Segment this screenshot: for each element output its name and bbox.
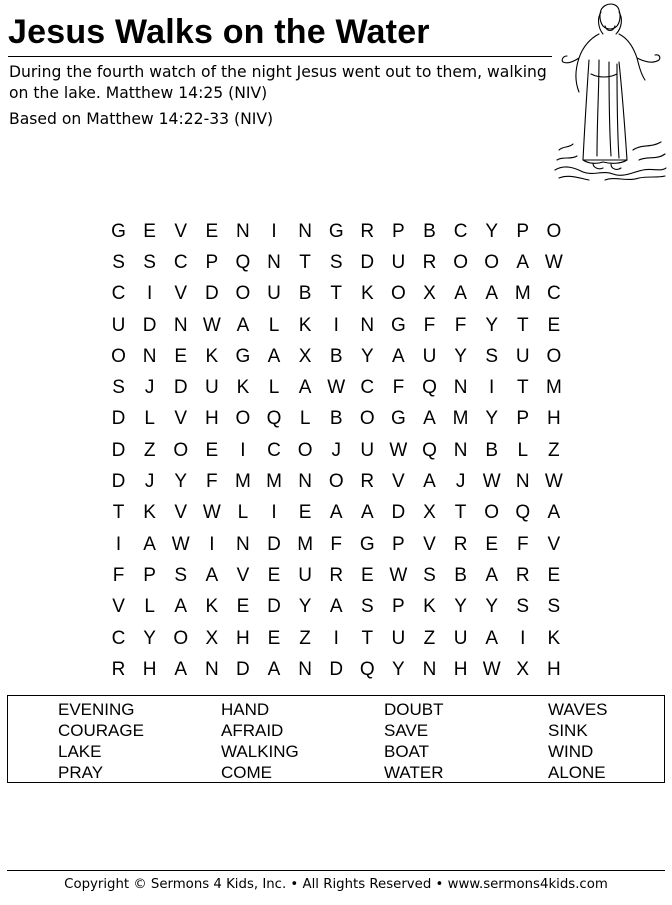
- word-list-item: WAVES: [548, 700, 608, 719]
- grid-letter: T: [361, 627, 374, 649]
- word-list-item: AFRAID: [221, 721, 284, 740]
- word-list-item: WATER: [384, 763, 444, 782]
- grid-row: [103, 592, 569, 623]
- grid-row: [103, 341, 569, 372]
- grid-letter: W: [202, 502, 221, 524]
- grid-letter: F: [206, 471, 218, 493]
- grid-row: [103, 247, 569, 278]
- grid-letter: L: [299, 408, 311, 430]
- grid-letter: C: [111, 283, 126, 305]
- grid-letter: S: [143, 251, 156, 273]
- grid-letter: Y: [485, 314, 499, 336]
- scripture-source: Based on Matthew 14:22-33 (NIV): [9, 110, 274, 128]
- footer-divider: [7, 870, 665, 871]
- grid-letter: S: [547, 596, 561, 618]
- grid-letter: A: [174, 658, 188, 680]
- grid-letter: B: [329, 345, 343, 367]
- grid-letter: X: [205, 627, 219, 649]
- grid-letter: F: [454, 314, 467, 336]
- grid-letter: C: [173, 251, 188, 273]
- grid-letter: A: [236, 314, 250, 336]
- grid-letter: U: [391, 251, 406, 273]
- grid-letter: V: [174, 220, 188, 242]
- grid-letter: N: [267, 251, 281, 273]
- grid-row: [103, 623, 569, 654]
- grid-letter: P: [392, 220, 405, 242]
- grid-letter: P: [392, 596, 405, 618]
- grid-letter: D: [142, 314, 157, 336]
- grid-letter: O: [484, 502, 500, 524]
- grid-letter: G: [391, 314, 406, 336]
- grid-letter: K: [205, 345, 219, 367]
- grid-letter: W: [327, 377, 346, 399]
- word-list-item: HAND: [221, 700, 270, 719]
- grid-letter: O: [484, 251, 500, 273]
- grid-letter: I: [271, 502, 277, 524]
- grid-letter: W: [544, 251, 563, 273]
- grid-letter: E: [205, 439, 219, 461]
- grid-row: [103, 310, 569, 341]
- grid-letter: E: [267, 564, 281, 586]
- grid-letter: J: [144, 471, 155, 493]
- grid-letter: Y: [143, 627, 156, 649]
- grid-letter: T: [516, 377, 529, 399]
- grid-letter: Y: [454, 596, 467, 618]
- grid-letter: G: [391, 408, 406, 430]
- grid-letter: N: [298, 658, 312, 680]
- grid-letter: Q: [266, 408, 282, 430]
- verse-text: During the fourth watch of the night Jesus went out to them, walking on the lake. Matthew 14:25 (NIV): [9, 63, 547, 102]
- grid-letter: S: [516, 596, 530, 618]
- grid-letter: A: [485, 283, 499, 305]
- grid-letter: E: [547, 314, 561, 336]
- grid-letter: B: [485, 439, 499, 461]
- word-list-item: WIND: [548, 742, 594, 761]
- grid-letter: V: [236, 564, 250, 586]
- grid-letter: K: [360, 283, 374, 305]
- grid-letter: P: [516, 220, 530, 242]
- grid-letter: V: [112, 596, 125, 618]
- grid-letter: J: [455, 471, 466, 493]
- grid-letter: W: [389, 439, 408, 461]
- grid-letter: Y: [360, 345, 374, 367]
- grid-row: [103, 435, 569, 466]
- grid-letter: O: [453, 251, 468, 273]
- grid-row: [103, 466, 569, 497]
- grid-letter: N: [453, 439, 468, 461]
- grid-letter: H: [546, 408, 561, 430]
- grid-letter: E: [547, 564, 561, 586]
- grid-letter: K: [298, 314, 312, 336]
- grid-letter: Y: [298, 596, 312, 618]
- grid-letter: U: [111, 314, 126, 336]
- grid-letter: O: [328, 471, 344, 493]
- grid-letter: P: [205, 251, 219, 273]
- grid-letter: R: [360, 471, 375, 493]
- grid-letter: K: [143, 502, 156, 524]
- grid-letter: E: [298, 502, 312, 524]
- grid-letter: L: [268, 377, 280, 399]
- grid-letter: F: [423, 314, 436, 336]
- grid-letter: U: [453, 627, 468, 649]
- grid-letter: K: [236, 377, 250, 399]
- grid-letter: K: [423, 596, 436, 618]
- word-list-item: COURAGE: [58, 721, 144, 740]
- grid-letter: S: [329, 251, 343, 273]
- grid-letter: O: [111, 345, 126, 367]
- grid-row: [103, 654, 569, 685]
- grid-letter: A: [360, 502, 374, 524]
- grid-letter: A: [423, 471, 436, 493]
- grid-letter: J: [331, 439, 341, 461]
- grid-letter: A: [298, 377, 312, 399]
- grid-letter: I: [147, 283, 153, 305]
- grid-letter: A: [143, 533, 156, 555]
- grid-letter: Z: [143, 439, 156, 461]
- grid-row: [103, 529, 569, 560]
- grid-letter: A: [267, 658, 281, 680]
- grid-row: [103, 216, 569, 247]
- grid-letter: M: [452, 408, 469, 430]
- grid-letter: F: [516, 533, 529, 555]
- word-list-item: WALKING: [221, 742, 299, 761]
- grid-letter: X: [516, 658, 530, 680]
- grid-letter: Z: [423, 627, 436, 649]
- grid-letter: V: [392, 471, 405, 493]
- grid-letter: P: [392, 533, 405, 555]
- grid-letter: U: [204, 377, 219, 399]
- word-list-item: DOUBT: [384, 700, 444, 719]
- grid-letter: V: [174, 283, 188, 305]
- grid-letter: N: [204, 658, 219, 680]
- grid-row: [103, 279, 569, 310]
- grid-letter: L: [517, 439, 529, 461]
- grid-letter: N: [422, 658, 437, 680]
- grid-letter: U: [422, 345, 437, 367]
- grid-letter: I: [333, 627, 339, 649]
- grid-letter: S: [112, 377, 125, 399]
- grid-letter: R: [360, 220, 375, 242]
- grid-letter: Y: [485, 408, 499, 430]
- page-title: Jesus Walks on the Water: [8, 13, 430, 51]
- grid-letter: O: [359, 408, 375, 430]
- grid-letter: D: [111, 408, 126, 430]
- grid-letter: C: [360, 377, 375, 399]
- grid-letter: E: [174, 345, 188, 367]
- grid-letter: E: [143, 220, 156, 242]
- grid-letter: X: [423, 283, 436, 305]
- grid-letter: N: [515, 471, 530, 493]
- grid-letter: F: [330, 533, 342, 555]
- grid-letter: D: [267, 533, 281, 555]
- word-list-item: EVENING: [58, 700, 135, 719]
- grid-letter: O: [173, 439, 189, 461]
- grid-letter: T: [516, 314, 529, 336]
- grid-letter: W: [544, 471, 563, 493]
- grid-letter: M: [545, 377, 562, 399]
- grid-letter: G: [328, 220, 344, 242]
- grid-letter: W: [482, 471, 501, 493]
- grid-letter: M: [514, 283, 531, 305]
- grid-letter: P: [143, 564, 156, 586]
- grid-letter: B: [423, 220, 436, 242]
- grid-letter: D: [111, 471, 126, 493]
- grid-letter: U: [267, 283, 281, 305]
- grid-letter: T: [454, 502, 467, 524]
- grid-row: [103, 404, 569, 435]
- grid-letter: C: [546, 283, 561, 305]
- grid-letter: F: [392, 377, 405, 399]
- grid-letter: D: [267, 596, 281, 618]
- grid-letter: U: [298, 564, 312, 586]
- grid-letter: V: [423, 533, 436, 555]
- grid-letter: N: [236, 533, 250, 555]
- word-list-item: BOAT: [384, 742, 430, 761]
- word-list-item: SAVE: [384, 721, 429, 740]
- jesus-walking-on-water-illustration: [553, 0, 668, 185]
- grid-letter: J: [144, 377, 155, 399]
- grid-letter: I: [520, 627, 526, 649]
- grid-letter: N: [142, 345, 157, 367]
- grid-letter: H: [546, 658, 561, 680]
- grid-letter: P: [516, 408, 530, 430]
- word-list-item: PRAY: [58, 763, 104, 782]
- grid-letter: I: [240, 439, 246, 461]
- grid-letter: H: [204, 408, 219, 430]
- word-list-item: ALONE: [548, 763, 606, 782]
- grid-letter: Y: [485, 596, 499, 618]
- grid-letter: D: [236, 658, 250, 680]
- grid-letter: V: [547, 533, 561, 555]
- grid-letter: Z: [548, 439, 560, 461]
- grid-letter: E: [485, 533, 499, 555]
- word-list-box: [7, 695, 665, 783]
- grid-letter: G: [111, 220, 126, 242]
- grid-letter: C: [453, 220, 468, 242]
- grid-letter: O: [546, 220, 562, 242]
- grid-row: [103, 498, 569, 529]
- grid-letter: A: [485, 564, 499, 586]
- copyright-footer: Copyright © Sermons 4 Kids, Inc. • All Rights Reserved • www.sermons4kids.com: [64, 877, 608, 892]
- grid-letter: X: [423, 502, 436, 524]
- grid-letter: W: [202, 314, 221, 336]
- grid-letter: N: [360, 314, 375, 336]
- grid-letter: V: [174, 408, 188, 430]
- grid-letter: I: [271, 220, 277, 242]
- grid-letter: Q: [422, 377, 437, 399]
- grid-letter: L: [237, 502, 249, 524]
- grid-letter: T: [299, 251, 311, 273]
- grid-letter: I: [333, 314, 339, 336]
- grid-letter: X: [298, 345, 312, 367]
- grid-letter: O: [546, 345, 562, 367]
- grid-letter: K: [205, 596, 219, 618]
- grid-letter: W: [482, 658, 501, 680]
- grid-letter: A: [267, 345, 281, 367]
- word-list-item: COME: [221, 763, 272, 782]
- grid-letter: G: [359, 533, 375, 555]
- grid-letter: A: [329, 596, 343, 618]
- grid-letter: A: [329, 502, 343, 524]
- word-search-grid: [103, 216, 569, 685]
- grid-letter: B: [298, 283, 312, 305]
- grid-letter: D: [111, 439, 126, 461]
- grid-row: [103, 372, 569, 403]
- grid-letter: Z: [299, 627, 311, 649]
- grid-letter: N: [298, 471, 312, 493]
- grid-letter: V: [174, 502, 188, 524]
- word-list: [8, 696, 664, 782]
- grid-letter: A: [547, 502, 561, 524]
- grid-letter: R: [453, 533, 468, 555]
- grid-letter: D: [173, 377, 188, 399]
- grid-letter: O: [391, 283, 406, 305]
- grid-letter: C: [111, 627, 126, 649]
- grid-letter: G: [235, 345, 251, 367]
- grid-letter: D: [204, 283, 219, 305]
- grid-letter: O: [173, 627, 189, 649]
- grid-letter: E: [267, 627, 281, 649]
- grid-letter: A: [205, 564, 219, 586]
- grid-letter: A: [392, 345, 405, 367]
- grid-letter: E: [360, 564, 374, 586]
- grid-letter: M: [235, 471, 251, 493]
- grid-letter: L: [144, 408, 155, 430]
- grid-letter: N: [298, 220, 312, 242]
- grid-letter: M: [297, 533, 314, 555]
- grid-letter: U: [391, 627, 406, 649]
- grid-letter: I: [115, 533, 122, 555]
- grid-letter: A: [485, 627, 499, 649]
- grid-letter: B: [454, 564, 467, 586]
- grid-letter: Q: [235, 251, 251, 273]
- grid-letter: K: [547, 627, 561, 649]
- grid-letter: C: [267, 439, 281, 461]
- grid-letter: Q: [515, 502, 531, 524]
- grid-letter: Y: [174, 471, 188, 493]
- word-list-item: SINK: [548, 721, 588, 740]
- grid-letter: S: [485, 345, 499, 367]
- grid-letter: R: [515, 564, 530, 586]
- grid-letter: E: [205, 220, 219, 242]
- grid-row: [103, 560, 569, 591]
- grid-letter: H: [453, 658, 468, 680]
- grid-letter: S: [112, 251, 125, 273]
- grid-letter: W: [171, 533, 190, 555]
- word-list-item: LAKE: [58, 742, 102, 761]
- grid-letter: D: [391, 502, 406, 524]
- grid-letter: Y: [454, 345, 467, 367]
- grid-letter: R: [422, 251, 437, 273]
- grid-letter: Y: [485, 220, 499, 242]
- grid-letter: M: [266, 471, 282, 493]
- grid-letter: A: [423, 408, 436, 430]
- grid-letter: U: [360, 439, 375, 461]
- grid-letter: H: [236, 627, 250, 649]
- title-divider: [8, 56, 552, 57]
- grid-letter: T: [330, 283, 342, 305]
- grid-letter: D: [360, 251, 375, 273]
- grid-letter: A: [174, 596, 188, 618]
- grid-letter: R: [111, 658, 126, 680]
- grid-letter: N: [453, 377, 468, 399]
- grid-letter: I: [209, 533, 215, 555]
- grid-letter: T: [112, 502, 125, 524]
- grid-letter: R: [329, 564, 344, 586]
- grid-letter: A: [516, 251, 530, 273]
- grid-letter: L: [268, 314, 280, 336]
- grid-letter: O: [235, 283, 251, 305]
- grid-letter: D: [329, 658, 344, 680]
- grid-letter: Q: [359, 658, 375, 680]
- grid-letter: U: [515, 345, 530, 367]
- grid-letter: S: [360, 596, 374, 618]
- grid-letter: I: [489, 377, 495, 399]
- grid-letter: H: [142, 658, 157, 680]
- grid-letter: S: [423, 564, 436, 586]
- grid-letter: A: [454, 283, 467, 305]
- grid-letter: E: [236, 596, 250, 618]
- grid-letter: B: [329, 408, 343, 430]
- grid-letter: L: [144, 596, 155, 618]
- grid-letter: N: [173, 314, 188, 336]
- grid-letter: O: [235, 408, 251, 430]
- grid-letter: O: [297, 439, 313, 461]
- grid-letter: N: [236, 220, 250, 242]
- grid-letter: F: [112, 564, 125, 586]
- grid-letter: Q: [422, 439, 437, 461]
- grid-letter: W: [389, 564, 408, 586]
- grid-letter: S: [174, 564, 188, 586]
- grid-letter: Y: [392, 658, 405, 680]
